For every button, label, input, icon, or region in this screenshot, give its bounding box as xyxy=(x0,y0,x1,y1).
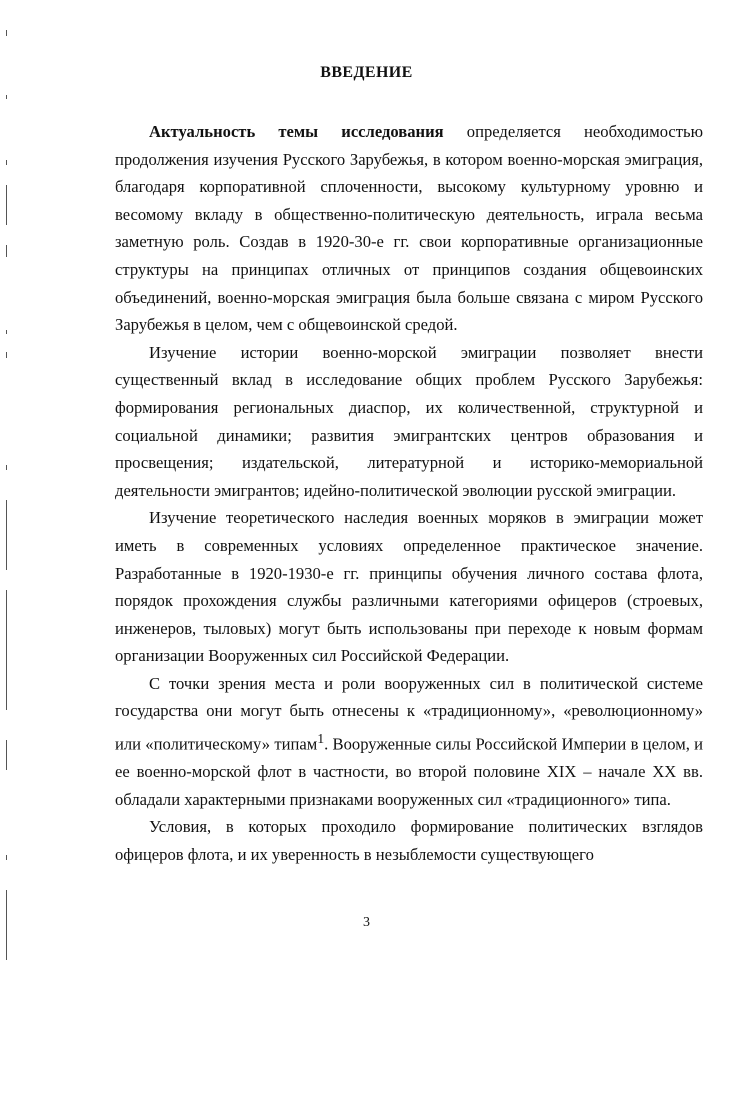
paragraph-text: С точки зрения места и роли вооруженных сил в политической системе государства они могут быть отнесены к «традиционному», «революционному» или «политическому» типам xyxy=(115,673,703,754)
paragraph-text: Изучение теоретического наследия военных моряков в эмиграции может иметь в современных условиях определенное практическое значение. Разработанные в 1920-1930-е гг. принципы обучения личного состава флота, порядок прохождения службы различными категориями офицеров (строевых, инженеров, тыловых) могут быть использованы при переходе к новым формам организации Вооруженных сил Российской Федерации. xyxy=(115,508,703,666)
paragraph-text: . Вооруженные силы Российской Империи в целом, и ее военно-морской флот в частности, во второй половине XIX – начале XX вв. обладали характерными признаками вооруженных сил «традиционного» типа. xyxy=(115,734,703,809)
footnote-marker[interactable]: 1 xyxy=(317,731,325,747)
scan-speck xyxy=(6,855,7,860)
paragraph-lead: Актуальность темы исследования xyxy=(149,122,444,141)
paragraph-text: определяется необходимостью продолжения изучения Русского Зарубежья, в котором военно-морская эмиграция, благодаря корпоративной сплоченности, высокому культурному уровню и весомому вкладу в общественно-политическую деятельность, играла весьма заметную роль. Создав в 1920-30-е гг. свои корпоративные организационные структуры на принципах отличных от принципов создания общевоинских объединений, военно-морская эмиграция была больше связана с миром Русского Зарубежья в целом, чем с общевоинской средой. xyxy=(115,122,703,335)
paragraph xyxy=(115,670,703,814)
paragraph xyxy=(115,339,703,505)
scan-speck xyxy=(6,95,7,99)
scan-speck xyxy=(6,185,7,225)
page-number: 3 xyxy=(363,915,370,930)
paragraph-text: Изучение истории военно-морской эмиграции позволяет внести существенный вклад в исследование общих проблем Русского Зарубежья: формирования региональных диаспор, их количественной, структурной и социальной динамики; развития эмигрантских центров образования и просвещения; издательской, литературной и историко-мемориальной деятельности эмигрантов; идейно-политической эволюции русской эмиграции. xyxy=(115,342,703,500)
scan-speck xyxy=(6,590,7,710)
scan-margin-marks xyxy=(0,0,20,1100)
scan-speck xyxy=(6,465,7,470)
document-body xyxy=(115,118,703,869)
scan-speck xyxy=(6,500,7,570)
paragraph-relevance xyxy=(115,118,703,339)
scan-speck xyxy=(6,30,7,36)
paragraph xyxy=(115,504,703,670)
scan-speck xyxy=(6,740,7,770)
scan-speck xyxy=(6,352,7,358)
paragraph xyxy=(115,813,703,868)
paragraph-text: Условия, в которых проходило формирование политических взглядов офицеров флота, и их уверенность в незыблемости существующего xyxy=(115,817,703,864)
scan-speck xyxy=(6,160,7,165)
page-title: ВВЕДЕНИЕ xyxy=(320,64,413,81)
scan-speck xyxy=(6,330,7,334)
scan-speck xyxy=(6,245,7,257)
